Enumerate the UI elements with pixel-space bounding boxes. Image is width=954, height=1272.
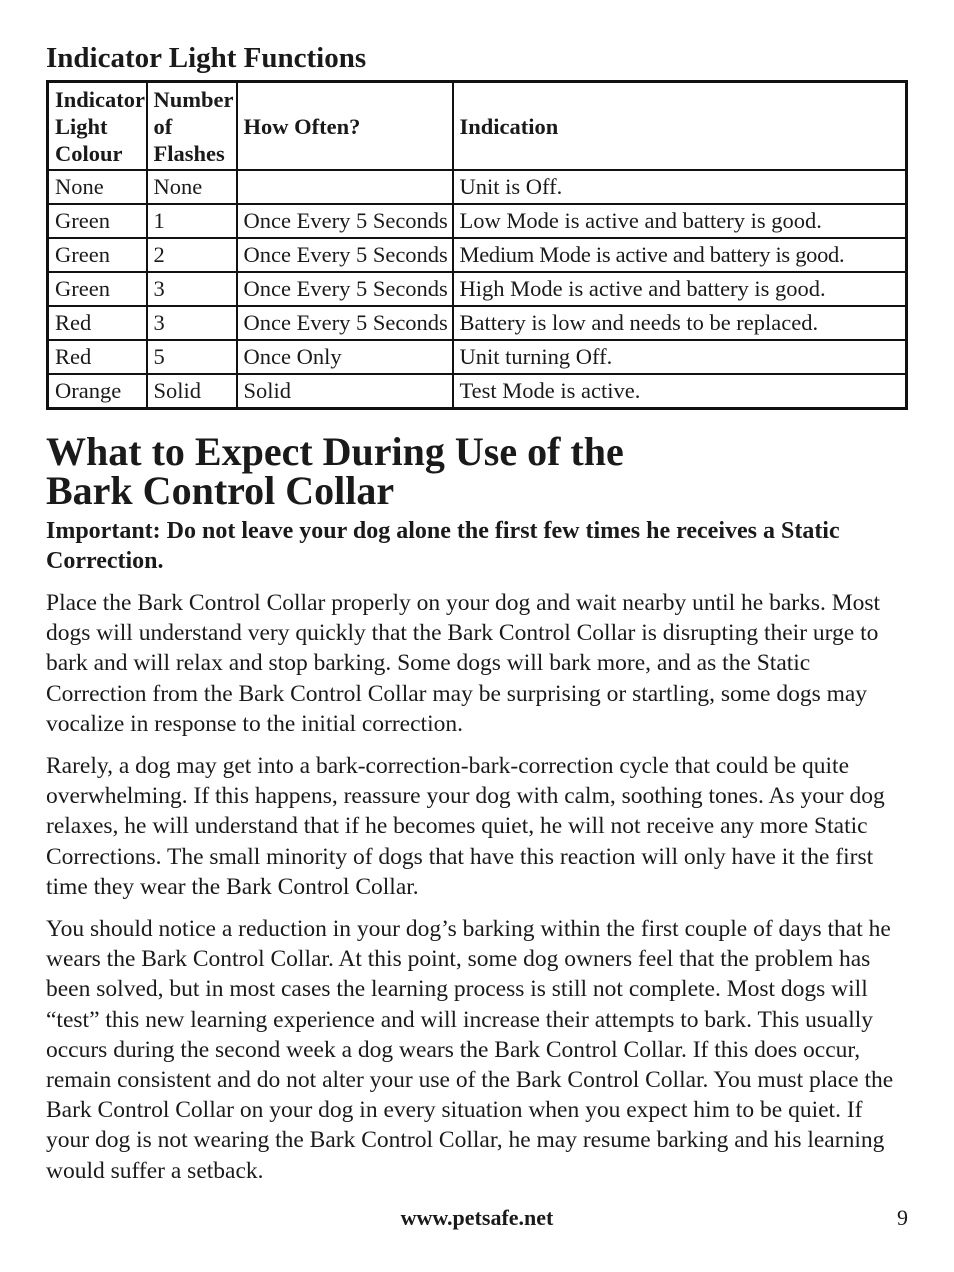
cell-flashes: None <box>147 170 237 204</box>
cell-colour: Green <box>48 204 147 238</box>
cell-how-often <box>237 170 453 204</box>
cell-indication: Medium Mode is active and battery is good. <box>453 238 907 272</box>
body-paragraph: You should notice a reduction in your dog’s barking within the first couple of days that he wears the Bark Control Collar. At this point, some dog owners feel that the problem has been solved, but in most cases the learning process is still not complete. Most dogs will “test” this new learning experience and will increase their attempts to bark. This usually occurs during the second week a dog wears the Bark Control Collar. If this does occur, remain consistent and do not alter your use of the Bark Control Collar. You must place the Bark Control Collar on your dog in every situation when you expect him to be quiet. If your dog is not wearing the Bark Control Collar, he may resume barking and his learning would suffer a setback. <box>46 916 894 1184</box>
section-title <box>46 429 908 513</box>
header-indication: Indication <box>453 82 907 171</box>
table-header-row <box>48 82 907 171</box>
cell-colour: Green <box>48 238 147 272</box>
table-row <box>48 306 907 340</box>
footer-website-url: www.petsafe.net <box>400 1205 554 1230</box>
indicator-light-table <box>46 80 908 410</box>
cell-flashes: 3 <box>147 306 237 340</box>
cell-indication: Low Mode is active and battery is good. <box>453 204 907 238</box>
important-notice: Important: Do not leave your dog alone the first few times he receives a Static Correction. <box>46 518 840 574</box>
cell-indication: High Mode is active and battery is good. <box>453 272 907 306</box>
cell-indication: Unit is Off. <box>453 170 907 204</box>
cell-colour: Red <box>48 340 147 374</box>
cell-flashes: 5 <box>147 340 237 374</box>
section-title-line1: What to Expect During Use of the <box>46 429 624 474</box>
table-row <box>48 340 907 374</box>
cell-colour: None <box>48 170 147 204</box>
cell-flashes: Solid <box>147 374 237 409</box>
table-row <box>48 374 907 409</box>
cell-flashes: 1 <box>147 204 237 238</box>
cell-colour: Orange <box>48 374 147 409</box>
cell-indication: Battery is low and needs to be replaced. <box>453 306 907 340</box>
cell-how-often: Once Every 5 Seconds <box>237 204 453 238</box>
table-row <box>48 204 907 238</box>
table-row <box>48 272 907 306</box>
header-how-often: How Often? <box>237 82 453 171</box>
cell-how-often: Solid <box>237 374 453 409</box>
table-row <box>48 238 907 272</box>
cell-colour: Green <box>48 272 147 306</box>
table-heading: Indicator Light Functions <box>46 42 367 74</box>
cell-how-often: Once Only <box>237 340 453 374</box>
cell-indication: Unit turning Off. <box>453 340 907 374</box>
body-paragraph: Place the Bark Control Collar properly on your dog and wait nearby until he barks. Most dogs will understand very quickly that the Bark Control Collar is disrupting their urge to bark and will relax and stop barking. Some dogs will bark more, and as the Static Correction from the Bark Control Collar may be surprising or startling, some dogs may vocalize in response to the initial correction. <box>46 590 881 737</box>
section-title-line2: Bark Control Collar <box>46 468 395 513</box>
table-row <box>48 170 907 204</box>
header-number-of-flashes: Number of Flashes <box>147 82 237 171</box>
cell-indication: Test Mode is active. <box>453 374 907 409</box>
cell-colour: Red <box>48 306 147 340</box>
cell-flashes: 3 <box>147 272 237 306</box>
header-light-colour: Indicator Light Colour <box>48 82 147 171</box>
cell-how-often: Once Every 5 Seconds <box>237 238 453 272</box>
cell-flashes: 2 <box>147 238 237 272</box>
page-content <box>46 40 908 1186</box>
page-number: 9 <box>897 1205 908 1230</box>
body-paragraph: Rarely, a dog may get into a bark-correction-bark-correction cycle that could be quite overwhelming. If this happens, reassure your dog with calm, soothing tones. As your dog relaxes, he will understand that if he becomes quiet, he will not receive any more Static Corrections. The small minority of dogs that have this reaction will only have it the first time they wear the Bark Control Collar. <box>46 753 885 900</box>
cell-how-often: Once Every 5 Seconds <box>237 306 453 340</box>
cell-how-often: Once Every 5 Seconds <box>237 272 453 306</box>
